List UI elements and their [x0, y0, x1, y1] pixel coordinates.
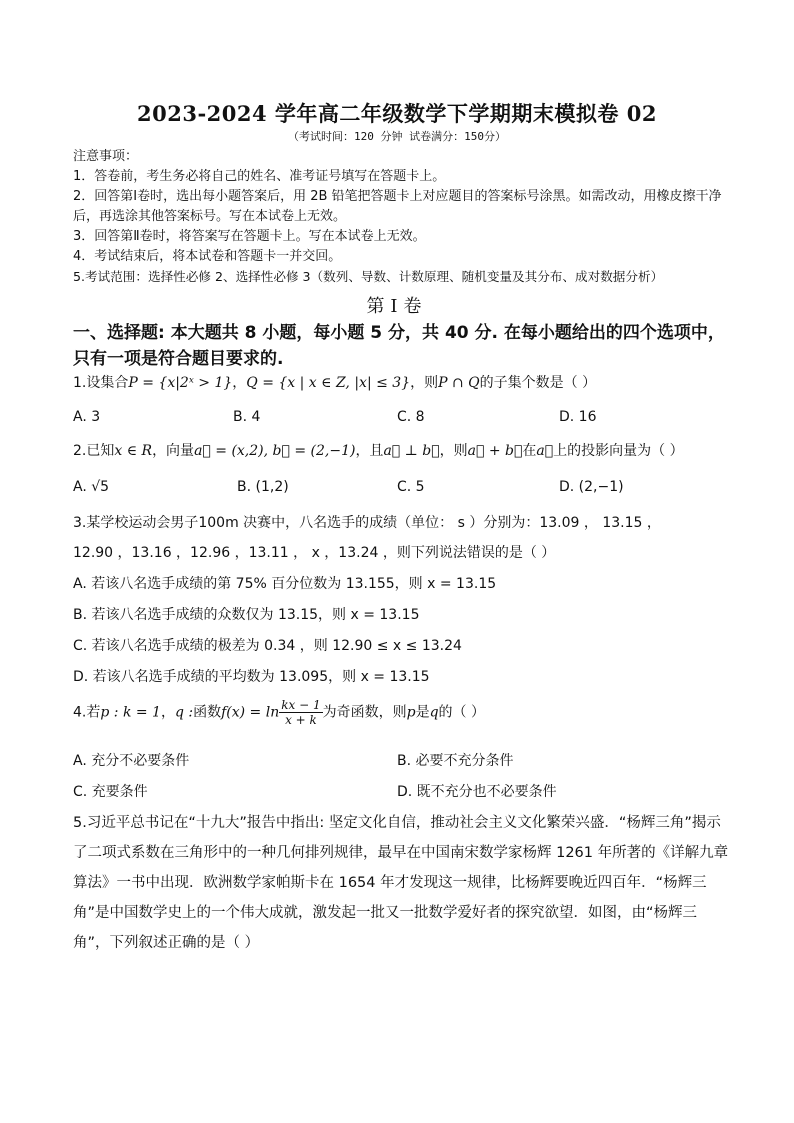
question-2: [73, 440, 743, 460]
note-item: 2．回答第Ⅰ卷时，选出每小题答案后，用 2B 铅笔把答题卡上对应题目的答案标号涂黑。如需改动，用橡皮擦干净后，再选涂其他答案标号。写在本试卷上无效。: [73, 189, 722, 224]
q4-p2: p: [406, 704, 416, 721]
q2-prefix: 2.已知: [73, 443, 115, 459]
q4-t2: 函数: [193, 704, 222, 721]
q1-option-d: D. 16: [559, 409, 597, 425]
q2-option-b: B. (1,2): [237, 479, 289, 495]
question-3-line-2: 12.90 ，13.16 ，12.96 ，13.11 ， x ，13.24 ，则下列说法错误的是（ ）: [73, 545, 556, 561]
notes-label: 注意事项：: [73, 149, 139, 164]
q2-option-d: D. (2,−1): [559, 479, 624, 495]
exam-info: （考试时间：120 分钟 试卷满分：150分）: [288, 130, 506, 143]
q1-prefix: 1.设集合: [73, 375, 129, 391]
notes-block: [73, 147, 733, 287]
q1-set-q: Q = {x | x ∈ Z, |x| ≤ 3}: [246, 375, 411, 391]
q4-fraction: [279, 698, 322, 727]
q4-q2: q: [429, 704, 439, 721]
q4-numerator: kx − 1: [281, 698, 321, 712]
question-3-line-1: 3.某学校运动会男子100m 决赛中，八名选手的成绩（单位： s ）分别为：13.09 ， 13.15 ，: [73, 515, 661, 531]
q2-cond: x ∈ R: [114, 443, 153, 459]
page-title: 2023-2024 学年高二年级数学下学期期末模拟卷 02: [137, 101, 657, 126]
q3-option-c: C. 若该八名选手成绩的极差为 0.34 ，则 12.90 ≤ x ≤ 13.24: [73, 638, 462, 654]
q2-t4: 在: [522, 443, 537, 459]
note-item: 5.考试范围：选择性必修 2、选择性必修 3（数列、导数、计数原理、随机变量及其分布、成对数据分析）: [73, 269, 664, 284]
q4-denominator: x + k: [285, 713, 317, 727]
q1-expr: P ∩ Q: [438, 375, 480, 391]
q3-option-b: B. 若该八名选手成绩的众数仅为 13.15，则 x = 13.15: [73, 607, 420, 623]
q4-t1: ，: [160, 704, 175, 721]
section-title: 第Ⅰ卷: [366, 296, 428, 317]
q1-set-p: P = {x|2ˣ > 1}: [128, 375, 233, 391]
note-item: 3．回答第Ⅱ卷时，将答案写在答题卡上。写在本试卷上无效。: [73, 229, 426, 244]
q1-mid: ，则: [410, 375, 439, 391]
note-item: 4．考试结束后，将本试卷和答题卡一并交回。: [73, 249, 342, 264]
q4-prefix: 4.若: [73, 704, 101, 721]
q1-sep: ，: [232, 375, 247, 391]
q1-suffix: 的子集个数是（ ）: [479, 375, 597, 391]
q4-t4: 是: [415, 704, 430, 721]
q4-t5: 的（ ）: [438, 704, 485, 721]
q2-t1: ，向量: [152, 443, 195, 459]
q4-q-label: q :: [174, 704, 194, 721]
q2-t2: ，且: [355, 443, 384, 459]
question-4: [73, 698, 743, 727]
q3-option-d: D. 若该八名选手成绩的平均数为 13.095，则 x = 13.15: [73, 669, 430, 685]
note-item: 1．答卷前，考生务必将自己的姓名、准考证号填写在答题卡上。: [73, 169, 446, 184]
q2-t3: ，则: [439, 443, 468, 459]
q2-vectors: a⃗ = (x,2), b⃗ = (2,−1): [194, 443, 356, 459]
q4-option-b: B. 必要不充分条件: [397, 753, 514, 769]
question-1: [73, 372, 743, 392]
question-5: 5.习近平总书记在“十九大”报告中指出: 坚定文化自信，推动社会主义文化繁荣兴盛．“杨辉三角”揭示了二项式系数在三角形中的一种几何排列规律，最早在中国南宋数学家杨辉 1261 年所著的《详解九章算法》一书中出现．欧洲数学家帕斯卡在 1654 年才发现这一规律，比杨辉要晚近四百年．“杨辉三角”是中国数学史上的一个伟大成就，激发起一批又一批数学爱好者的探究欲望．如图，由“杨辉三角”，下列叙述正确的是（ ）: [73, 815, 729, 951]
q2-option-a: A. √5: [73, 479, 110, 495]
q1-option-b: B. 4: [233, 409, 261, 425]
q3-option-a: A. 若该八名选手成绩的第 75% 百分位数为 13.155，则 x = 13.15: [73, 576, 497, 592]
q2-perp: a⃗ ⊥ b⃗: [383, 443, 440, 459]
q4-option-a: A. 充分不必要条件: [73, 753, 190, 769]
q1-option-c: C. 8: [397, 409, 425, 425]
q4-fx: f(x) = ln: [221, 704, 280, 721]
q4-p: p : k = 1: [100, 704, 161, 721]
q2-t5: 上的投影向量为（ ）: [553, 443, 684, 459]
q2-sum: a⃗ + b⃗: [467, 443, 523, 459]
q4-t3: 为奇函数，则: [322, 704, 407, 721]
q4-option-d: D. 既不充分也不必要条件: [397, 784, 557, 800]
section-heading: 一、选择题: 本大题共 8 小题，每小题 5 分，共 40 分. 在每小题给出的四个选项中，只有一项是符合题目要求的.: [73, 323, 725, 369]
q4-option-c: C. 充要条件: [73, 784, 148, 800]
q1-option-a: A. 3: [73, 409, 101, 425]
q2-onto: a⃗: [536, 443, 554, 459]
q2-option-c: C. 5: [397, 479, 425, 495]
